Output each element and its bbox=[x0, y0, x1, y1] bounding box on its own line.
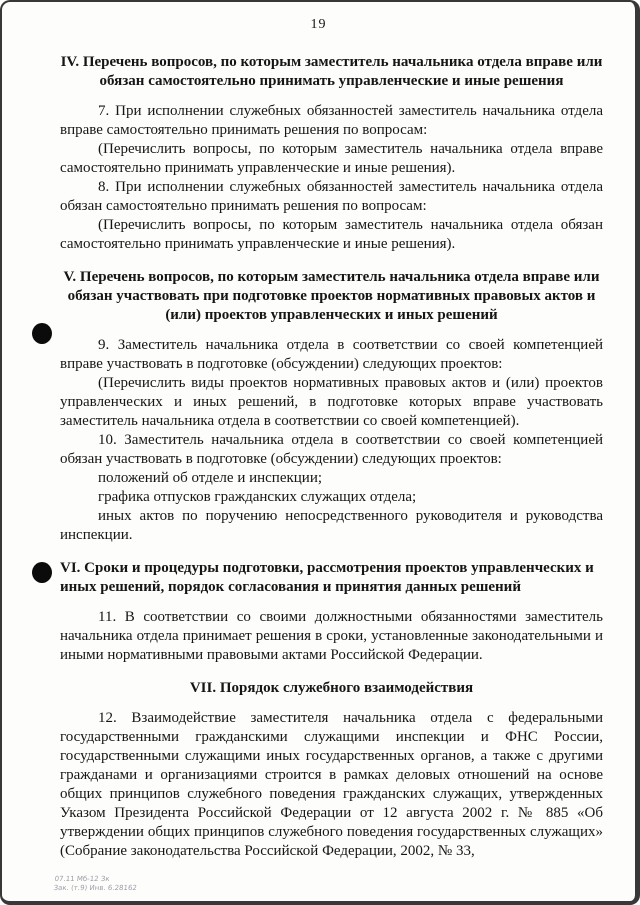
section-iv-heading: IV. Перечень вопросов, по которым заместитель начальника отдела вправе или обязан самостоятельно принимать управленческие и иные решения bbox=[60, 54, 603, 89]
paragraph-9: 9. Заместитель начальника отдела в соответствии со своей компетенцией вправе участвовать в подготовке (обсуждении) следующих проектов: bbox=[60, 337, 603, 372]
punch-hole-mark-bottom bbox=[32, 562, 52, 583]
section-vii bbox=[60, 679, 603, 861]
paragraph-7: 7. При исполнении служебных обязанностей заместитель начальника отдела вправе самостоятельно принимать решения по вопросам: bbox=[60, 103, 603, 138]
footer-stamp-line2: Зак. (т.9) Инв. 6.28162 bbox=[53, 884, 138, 892]
paragraph-8: 8. При исполнении служебных обязанностей заместитель начальника отдела обязан самостоятельно принимать решения по вопросам: bbox=[60, 179, 603, 214]
paragraph-12: 12. Взаимодействие заместителя начальника отдела с федеральными государственными гражданскими служащими инспекции и ФНС России, государственными служащими иных государственных органов, а также с другими гражданами и организациями строится в рамках деловых отношений на основе общих принципов служебного поведения гражданских служащих, утвержденных Указом Президента Российской Федерации от 12 августа 2002 г. № 885 «Об утверждении общих принципов служебного поведения государственных служащих» (Собрание законодательства Российской Федерации, 2002, № 33, bbox=[60, 710, 603, 859]
section-vi-heading: VI. Сроки и процедуры подготовки, рассмотрения проектов управленческих и иных решений, порядок согласования и принятия данных решений bbox=[60, 560, 594, 595]
paragraph-10: 10. Заместитель начальника отдела в соответствии со своей компетенцией обязан участвовать в подготовке (обсуждении) следующих проектов: bbox=[60, 432, 603, 467]
section-iv bbox=[60, 53, 603, 254]
section-vii-heading: VII. Порядок служебного взаимодействия bbox=[189, 680, 474, 696]
section-vi bbox=[60, 559, 603, 665]
document-content bbox=[2, 33, 635, 861]
footer-stamp bbox=[53, 875, 138, 893]
paragraph-8-note: (Перечислить вопросы, по которым заместитель начальника отдела обязан самостоятельно принимать управленческие и иные решения). bbox=[60, 217, 603, 252]
paragraph-11: 11. В соответствии со своими должностными обязанностями заместитель начальника отдела принимает решения в сроки, установленные законодательными и иными нормативными правовыми актами Российской Федерации. bbox=[60, 609, 603, 663]
paragraph-7-note: (Перечислить вопросы, по которым заместитель начальника отдела вправе самостоятельно принимать управленческие и иные решения). bbox=[60, 141, 603, 176]
paragraph-9-note: (Перечислить виды проектов нормативных правовых актов и (или) проектов управленческих и иных решений, в подготовке которых вправе участвовать заместитель начальника отдела в соответствии со своей компетенцией). bbox=[60, 375, 603, 429]
punch-hole-mark-top bbox=[32, 323, 52, 344]
paragraph-10-item-2: графика отпусков гражданских служащих отдела; bbox=[98, 489, 417, 505]
paragraph-10-item-1: положений об отделе и инспекции; bbox=[98, 470, 323, 486]
footer-stamp-line1: 07.11 Мб-12 Зк bbox=[54, 875, 110, 883]
section-v-heading: V. Перечень вопросов, по которым заместитель начальника отдела вправе или обязан участвовать при подготовке проектов нормативных правовых актов и (или) проектов управленческих и иных решений bbox=[63, 269, 600, 323]
page-number: 19 bbox=[310, 17, 327, 32]
section-v bbox=[60, 268, 603, 545]
paragraph-10-item-3: иных актов по поручению непосредственного руководителя и руководства инспекции. bbox=[60, 508, 603, 543]
